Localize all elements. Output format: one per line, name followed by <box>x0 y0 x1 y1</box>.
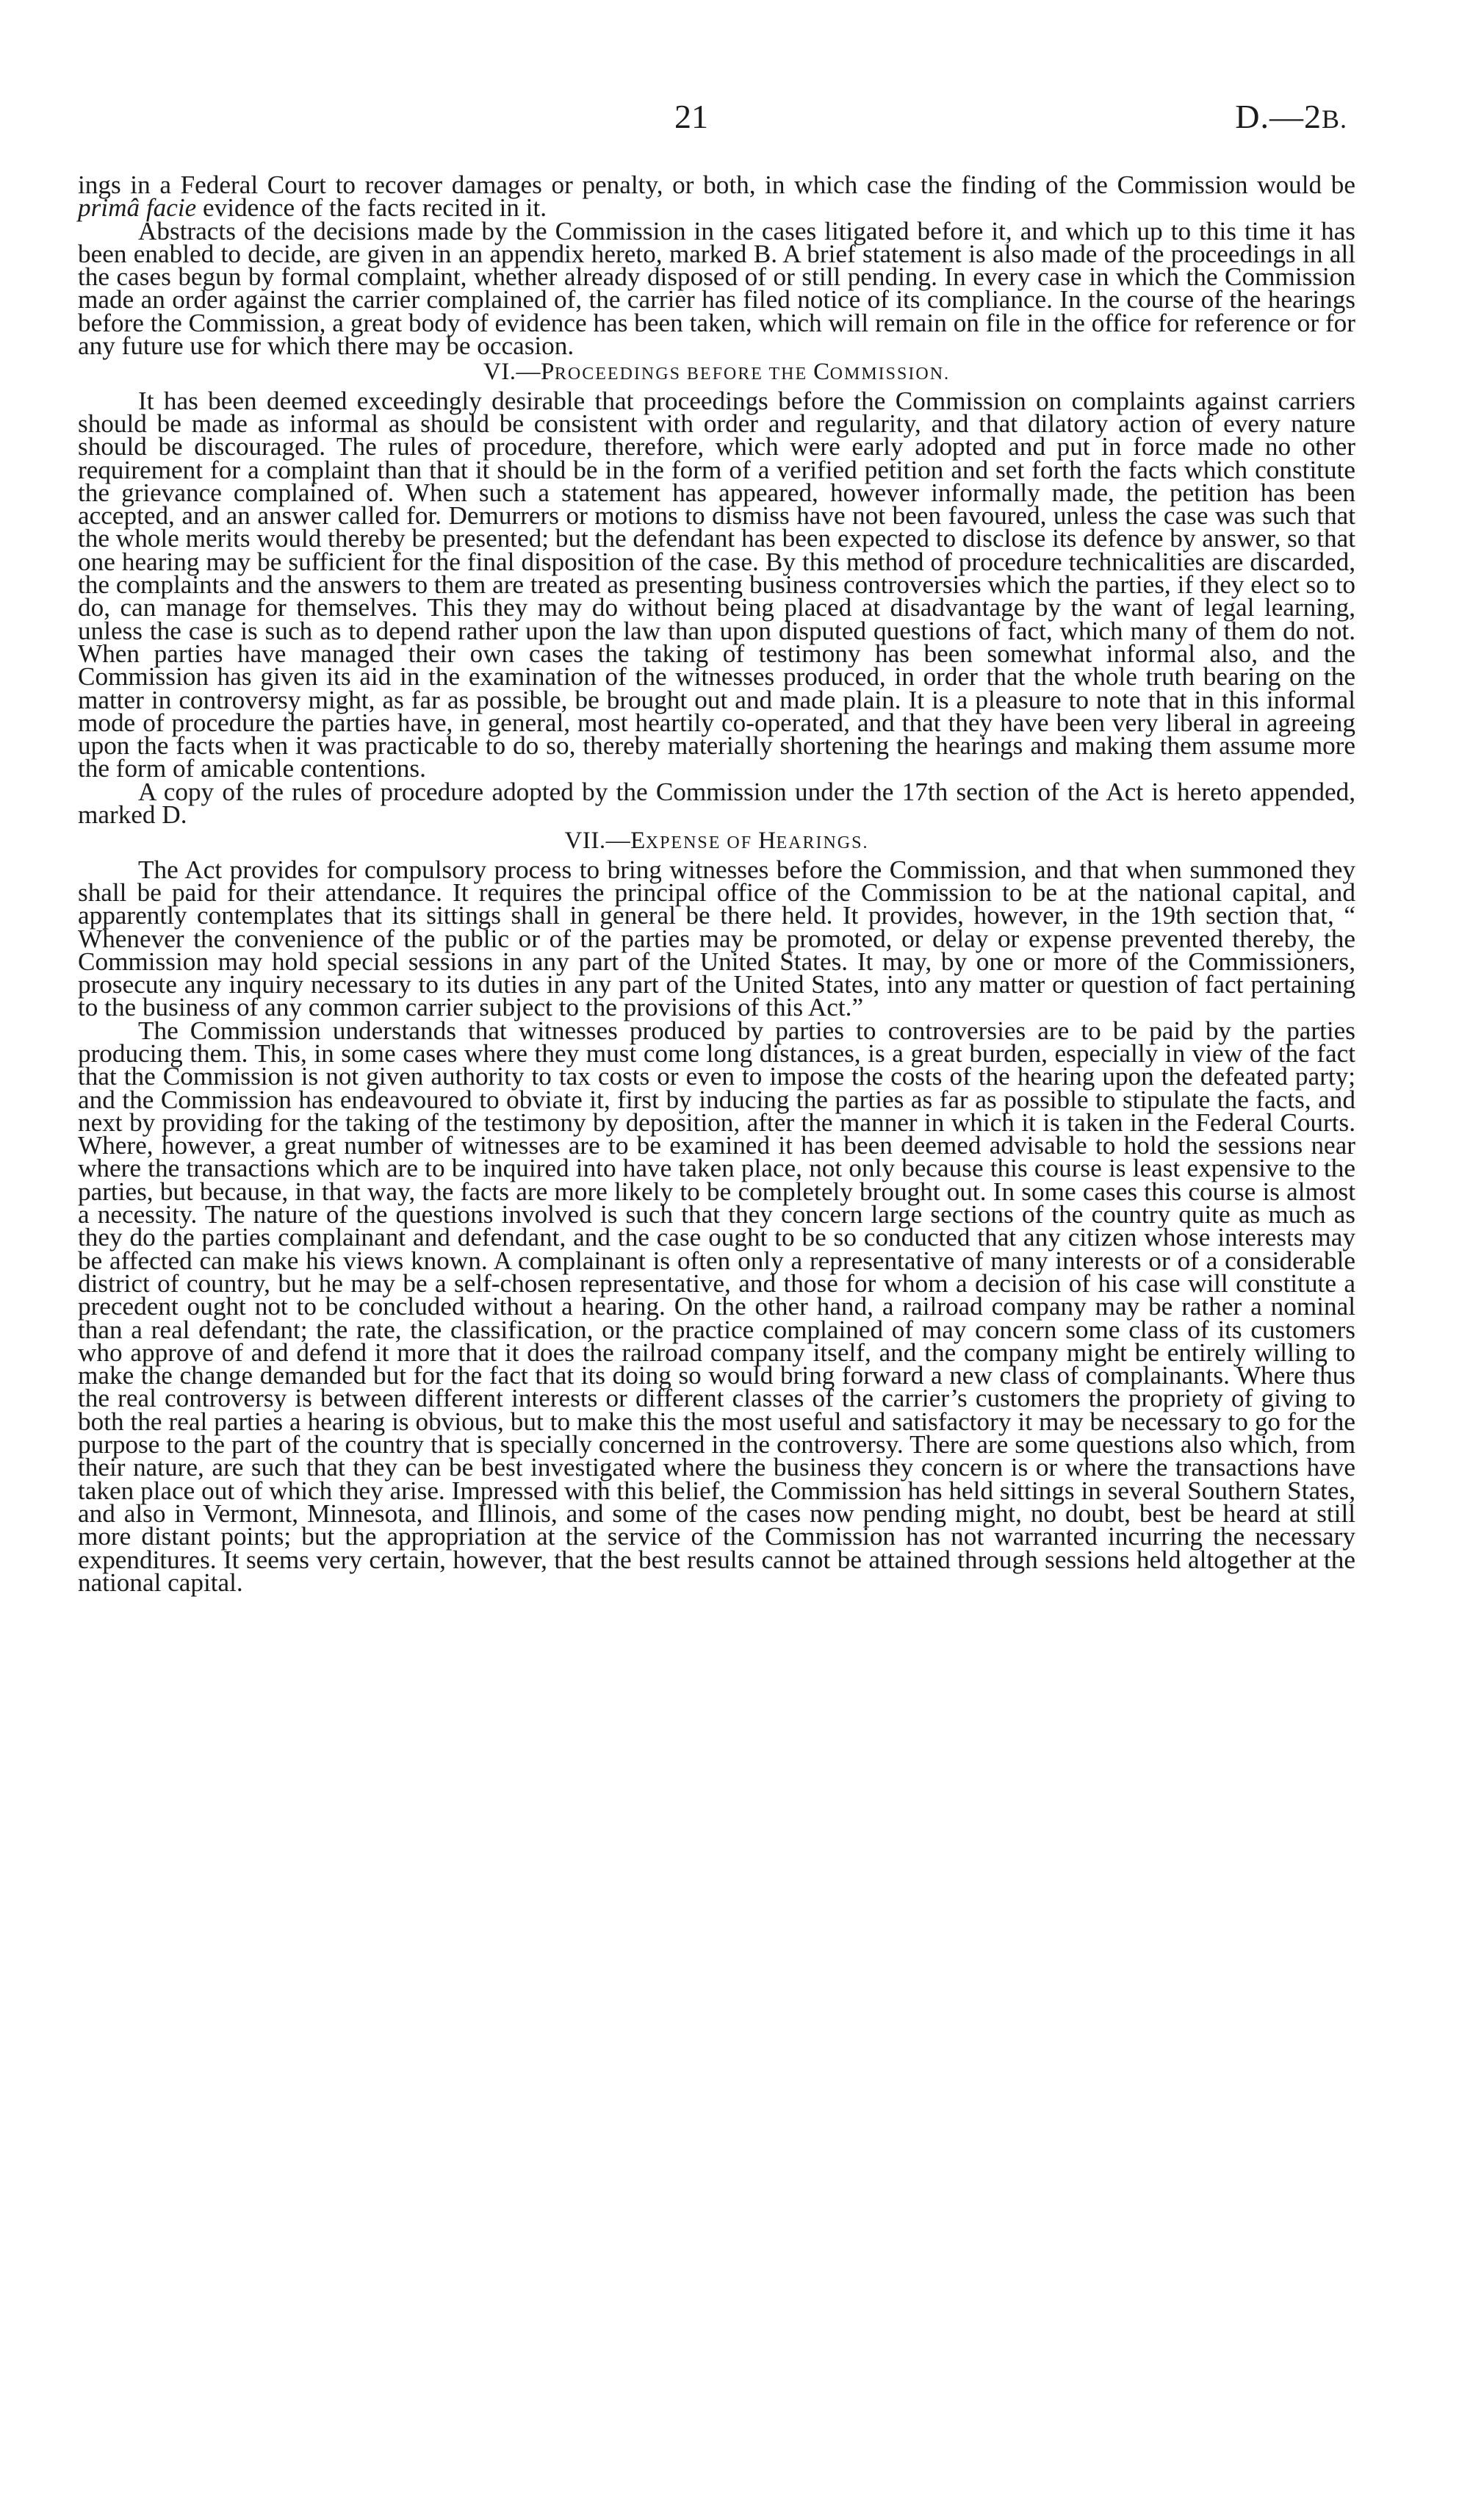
heading-small-caps: ROCEEDINGS BEFORE THE <box>554 365 814 384</box>
paragraph-witness-costs: The Commission understands that witnesses produced by parties to controversies are to be paid by the parties producing them. This, in some cases where they must come long distances, is a great burden, especially in view of the fact that the Commission is not given authority to tax costs or even to impose the costs of the hearing upon the defeated party; and the Commission has endeavoured to obviate it, first by inducing the parties as far as possible to stipulate the facts, and next by providing for the taking of the testimony by deposition, after the manner in which it is taken in the Federal Courts. Where, however, a great number of witnesses are to be examined it has been deemed advisable to hold the sessions near where the transactions which are to be inquired into have taken place, not only because this course is least expensive to the parties, but because, in that way, the facts are more likely to be completely brought out. In some cases this course is almost a necessity. The nature of the questions involved is such that they concern large sections of the country quite as much as they do the parties complainant and defendant, and the case ought to be so conducted that any citizen whose interests may be affected can make his views known. A complainant is often only a representative of many interests or of a considerable district of country, but he may be a self-chosen representative, and those for whom a decision of his case will constitute a precedent ought not to be concluded without a hearing. On the other hand, a railroad company may be rather a nominal than a real defendant; the rate, the classification, or the practice complained of may concern some class of its customers who approve of and defend it more that it does the railroad company itself, and the company might be entirely willing to make the change demanded but for the fact that its doing so would bring forward a new class of complainants. Where thus the real controversy is between different interests or different classes of the carrier’s customers the propriety of giving to both the real parties a hearing is obvious, but to make this the most useful and satisfactory it may be necessary to go for the purpose to the part of the country that is specially concerned in the controversy. There are some questions also which, from their nature, are such that they can be best investigated where the business they concern is or where the transactions have taken place out of which they arise. Impressed with this belief, the Commission has held sittings in several Southern States, and also in Vermont, Minnesota, and Illinois, and some of the cases now pending might, no doubt, best be heard at still more distant points; but the appropriation at the service of the Commission has not warranted incurring the necessary expenditures. It seems very certain, however, that the best results cannot be attained through sessions held altogether at the national capital. <box>78 1016 1355 1597</box>
paragraph-continuation <box>78 170 1355 223</box>
body-text <box>78 170 1355 1597</box>
heading-initial: E <box>630 827 646 855</box>
paragraph-continuation-text-start: ings in a Federal Court to recover damages or penalty, or both, in which case the finding of the Commission would be <box>78 170 1355 199</box>
section-numeral: VII.— <box>564 827 631 855</box>
heading-small-caps: XPENSE OF <box>645 833 759 853</box>
paragraph-compulsory-process: The Act provides for compulsory process to bring witnesses before the Commission, and that when summoned they shall be paid for their attendance. It requires the principal office of the Commission to be at the national capital, and apparently contemplates that its sittings shall in general be there held. It provides, however, in the 19th section that, “ Whenever the convenience of the public or of the parties may be promoted, or delay or expense prevented thereby, the Commission may hold special sessions in any part of the United States. It may, by one or more of the Commissioners, prosecute any inquiry necessary to its duties in any part of the United States, into any matter or question of fact pertaining to the business of any common carrier subject to the provisions of this Act.” <box>78 855 1355 1022</box>
heading-small-caps: EARINGS. <box>776 833 869 853</box>
page-number: 21 <box>674 98 708 135</box>
heading-initial: P <box>541 359 555 386</box>
section-heading-proceedings <box>78 361 1355 386</box>
page-header <box>0 97 1484 141</box>
paragraph-abstracts: Abstracts of the decisions made by the Commission in the cases litigated before it, and which up to this time it has been enabled to decide, are given in an appendix hereto, marked B. A brief statement is also made of the proceedings in all the cases begun by formal complaint, whether already disposed of or still pending. In every case in which the Commission made an order against the carrier complained of, the carrier has filed notice of its compliance. In the course of the hearings before the Commission, a great body of evidence has been taken, which will remain on file in the office for reference or for any future use for which there may be occasion. <box>78 216 1355 361</box>
heading-initial: C <box>813 359 830 386</box>
document-reference-suffix: B. <box>1321 104 1347 134</box>
heading-small-caps: OMMISSION. <box>829 365 951 384</box>
latin-phrase: primâ facie <box>78 193 197 223</box>
document-reference <box>1235 97 1347 136</box>
paragraph-proceedings: It has been deemed exceedingly desirable that proceedings before the Commission on complaints against carriers should be made as informal as should be consistent with order and regularity, and that dilatory action of every nature should be discouraged. The rules of procedure, therefore, which were early adopted and put in force made no other requirement for a complaint than that it should be in the form of a verified petition and set forth the facts which constitute the grievance complained of. When such a statement has appeared, however informally made, the petition has been accepted, and an answer called for. Demurrers or motions to dismiss have not been favoured, unless the case was such that the whole merits would thereby be presented; but the defendant has been expected to disclose its defence by answer, so that one hearing may be sufficient for the final disposition of the case. By this method of procedure technicalities are discarded, the complaints and the answers to them are treated as presenting business controversies which the parties, if they elect so to do, can manage for themselves. This they may do without being placed at disadvantage by the want of legal learning, unless the case is such as to depend rather upon the law than upon disputed questions of fact, which many of them do not. When parties have managed their own cases the taking of testimony has been somewhat informal also, and the Commission has given its aid in the examination of the witnesses produced, in order that the whole truth bearing on the matter in controversy might, as far as possible, be brought out and made plain. It is a pleasure to note that in this informal mode of procedure the parties have, in general, most heartily co-operated, and that they have been very liberal in agreeing upon the facts when it was practicable to do so, thereby materially shortening the hearings and making them assume more the form of amicable contentions. <box>78 386 1355 783</box>
heading-initial: H <box>758 827 777 855</box>
section-numeral: VI.— <box>483 359 541 386</box>
section-heading-expense <box>78 827 1355 855</box>
document-reference-prefix: D.—2 <box>1235 98 1322 135</box>
paragraph-rules-appendix: A copy of the rules of procedure adopted by the Commission under the 17th section of the Act is hereto appended, marked D. <box>78 777 1355 830</box>
paragraph-continuation-text-end: evidence of the facts recited in it. <box>196 193 547 223</box>
